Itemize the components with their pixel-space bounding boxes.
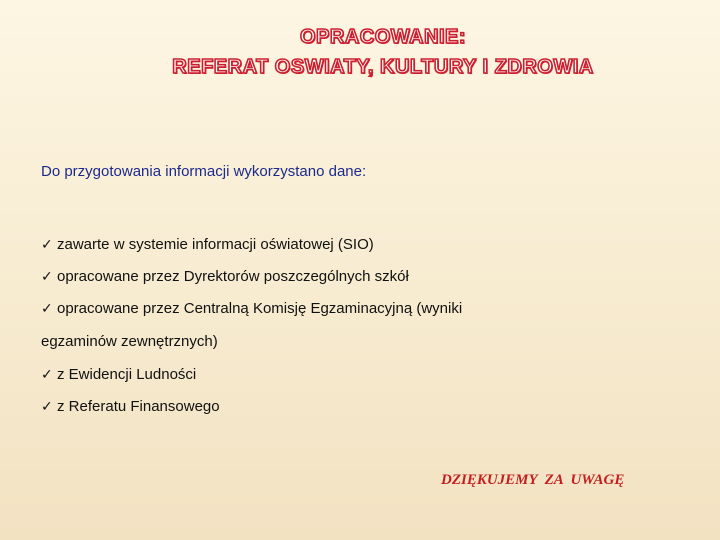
checkmark-icon: ✓	[41, 399, 53, 415]
list-item	[41, 236, 374, 253]
list-item-text: opracowane przez Dyrektorów poszczególnych szkół	[57, 268, 409, 285]
list-item	[41, 300, 462, 317]
list-item-continuation: egzaminów zewnętrznych)	[41, 333, 218, 350]
list-item-text: opracowane przez Centralną Komisję Egzaminacyjną (wyniki	[57, 300, 463, 317]
intro-text: Do przygotowania informacji wykorzystano dane:	[41, 163, 367, 180]
list-item-text: z Referatu Finansowego	[57, 398, 220, 415]
slide-title-line-1: OPRACOWANIE:	[300, 26, 466, 48]
list-item-text: z Ewidencji Ludności	[57, 366, 197, 383]
checkmark-icon: ✓	[41, 269, 53, 285]
slide-title-line-2: REFERAT OSWIATY, KULTURY I ZDROWIA	[172, 56, 594, 78]
checkmark-icon: ✓	[41, 367, 53, 383]
closing-thanks: DZIĘKUJEMY ZA UWAGĘ	[441, 472, 625, 488]
list-item	[41, 366, 196, 383]
checkmark-icon: ✓	[41, 301, 53, 317]
list-item	[41, 398, 220, 415]
checkmark-icon: ✓	[41, 237, 53, 253]
list-item	[41, 268, 409, 285]
list-item-text: zawarte w systemie informacji oświatowej (SIO)	[57, 236, 374, 253]
